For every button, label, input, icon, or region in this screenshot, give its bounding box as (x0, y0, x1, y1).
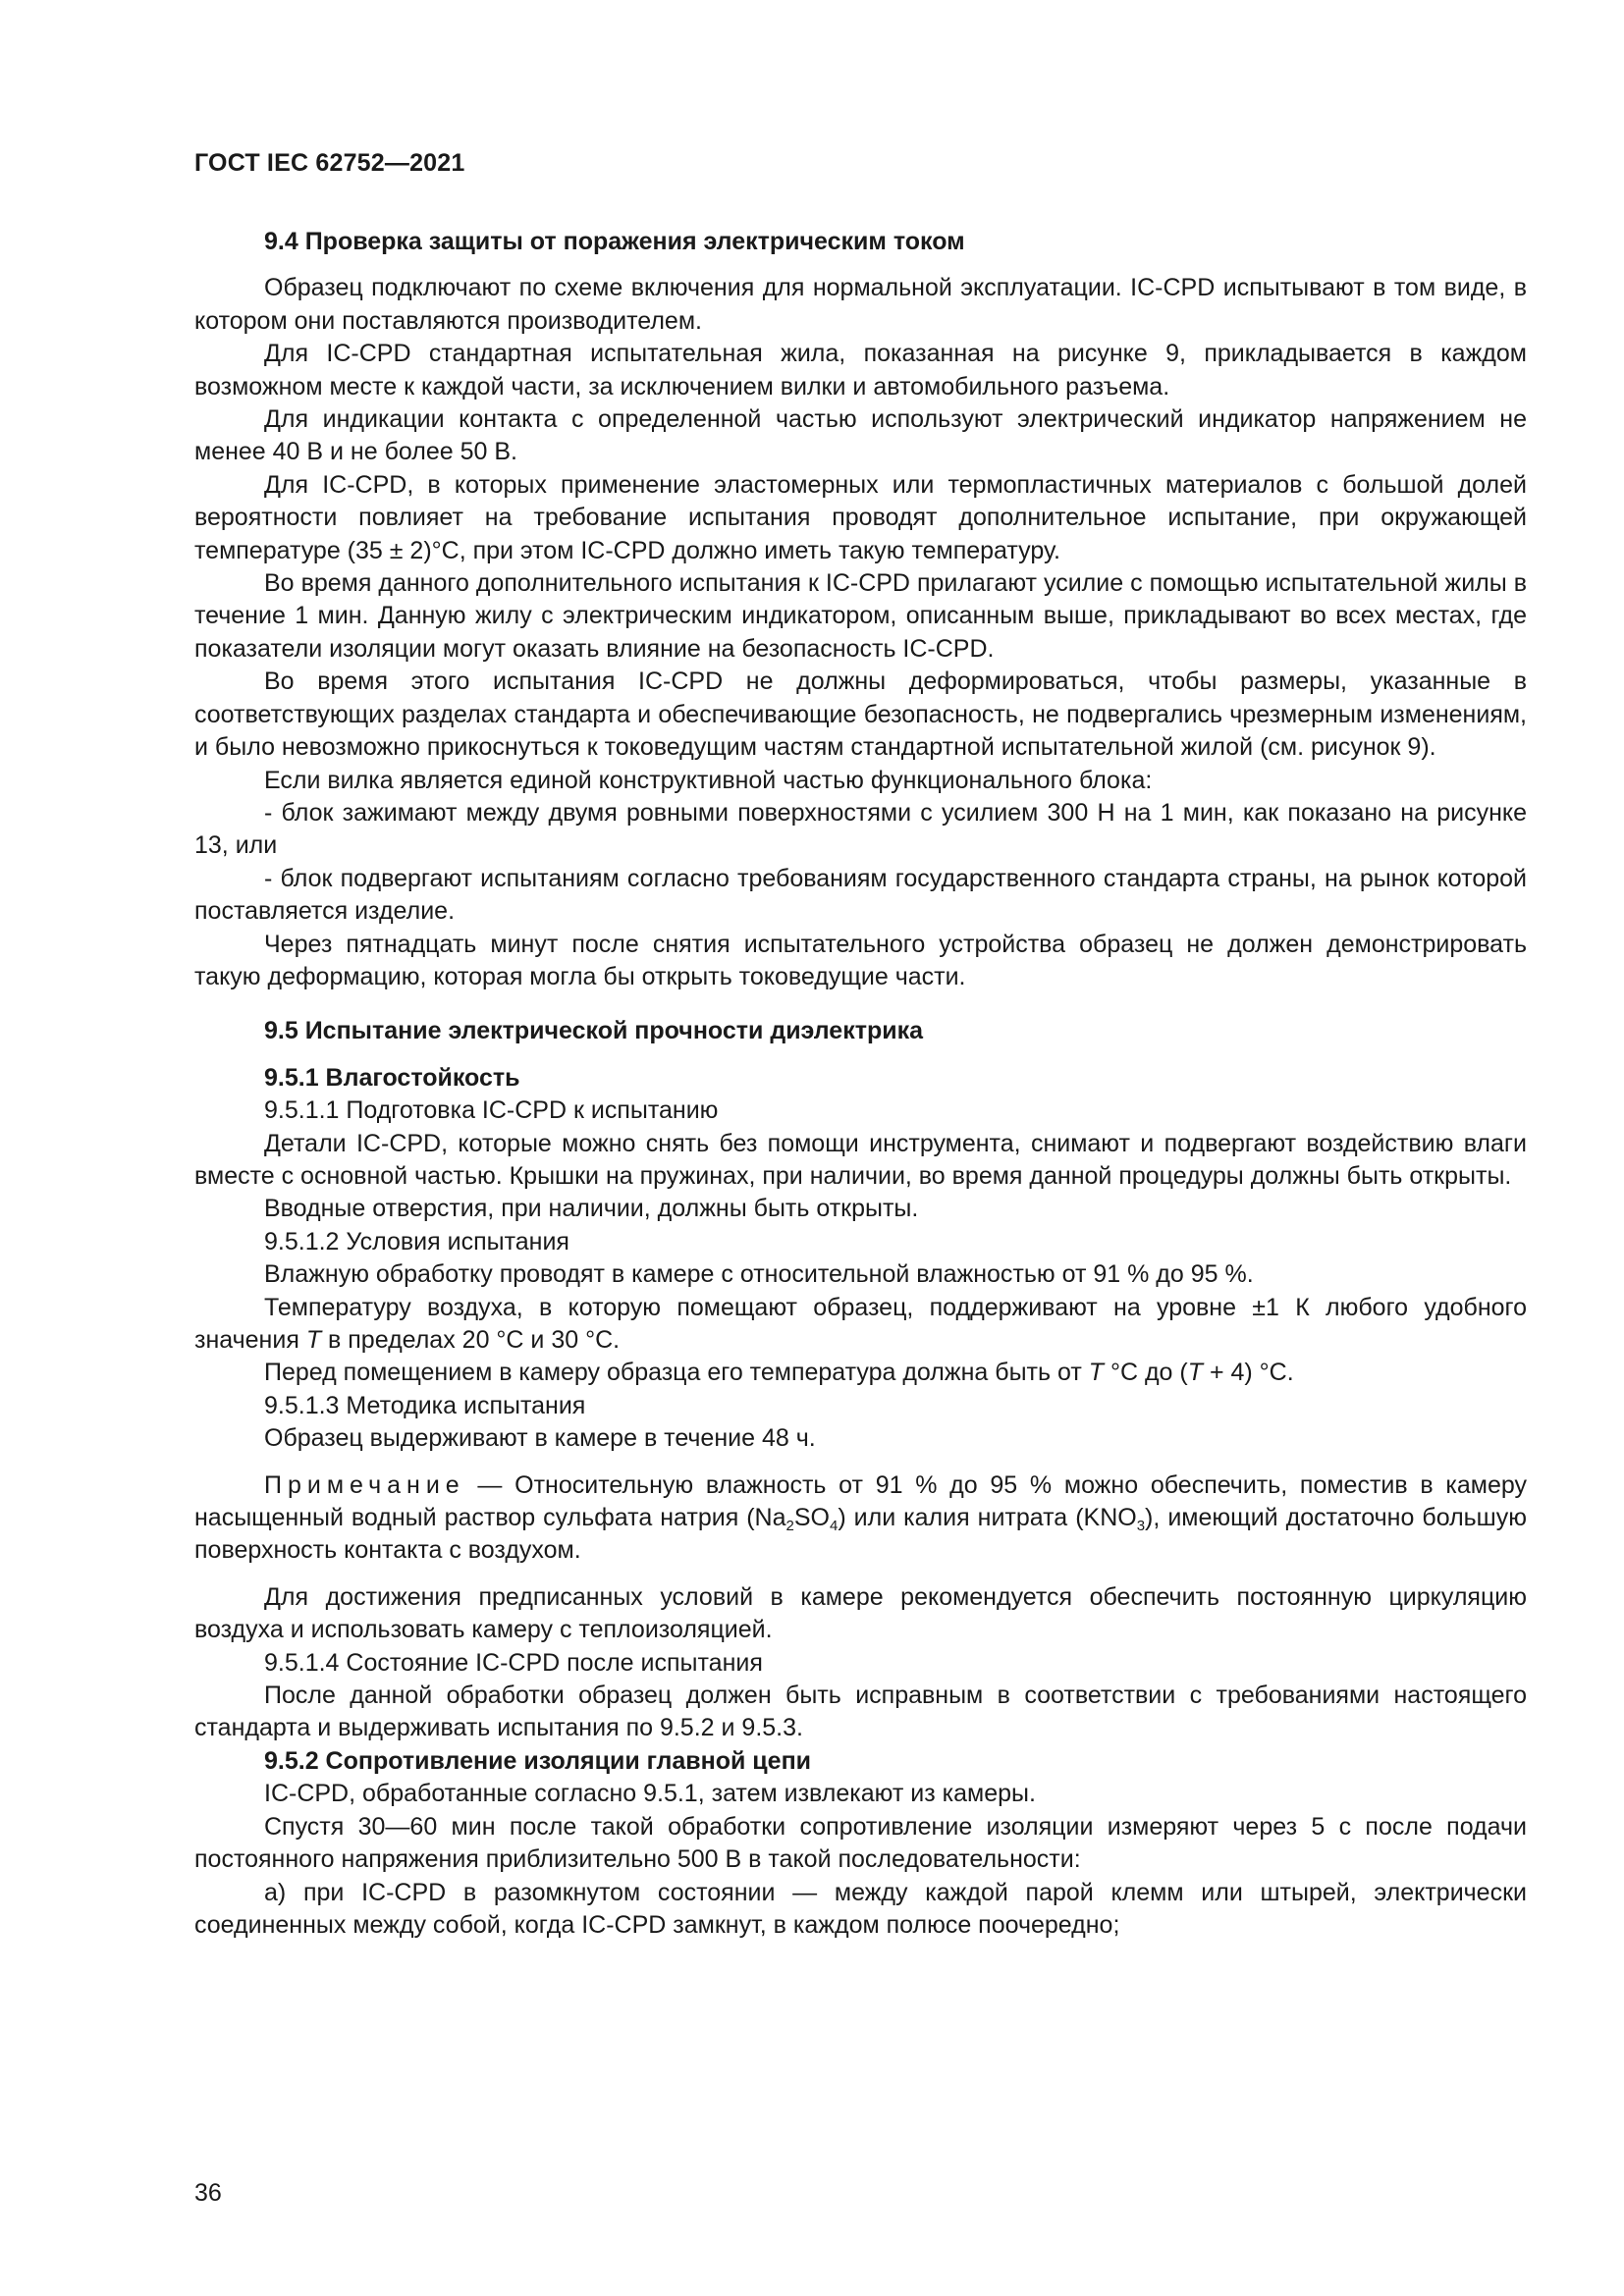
paragraph: Спустя 30—60 мин после такой обработки сопротивление изоляции измеряют через 5 с после подачи постоянного напряжения приблизительно 500 В в такой последовательности: (194, 1812, 1527, 1874)
paragraph: Во время этого испытания IC-CPD не должны деформироваться, чтобы размеры, указанные в соответствующих разделах стандарта и обеспечивающие безопасность, не подвергались чрезмерным изменениям, и было невозможно прикоснуться к токоведущим частям стандартной испытательной жилой (см. рисунок 9). (194, 667, 1527, 762)
section-heading-9-5: 9.5 Испытание электрической прочности диэлектрика (264, 1017, 924, 1045)
document-header: ГОСТ IEC 62752—2021 (194, 149, 465, 177)
clause-title: 9.5.1.2 Условия испытания (264, 1227, 569, 1255)
paragraph: Во время данного дополнительного испытания к IC-CPD прилагают усилие с помощью испытательной жилы в течение 1 мин. Данную жилу с электрическим индикатором, описанным выше, прикладывают во всех местах, где показатели изоляции могут оказать влияние на безопасность IC-CPD. (194, 569, 1527, 663)
paragraph: IC-CPD, обработанные согласно 9.5.1, затем извлекают из камеры. (264, 1780, 1036, 1808)
paragraph: Образец подключают по схеме включения для нормальной эксплуатации. IC-CPD испытывают в том виде, в котором они поставляются производителем. (194, 274, 1527, 335)
list-item: а) при IC-CPD в разомкнутом состоянии — между каждой парой клемм или штырей, электрически соединенных между собой, когда IC-CPD замкнут, в каждом полюсе поочередно; (194, 1878, 1527, 1939)
paragraph: Перед помещением в камеру образца его температура должна быть от T °С до (T + 4) °С. (264, 1359, 1294, 1387)
paragraph: Для IC-CPD стандартная испытательная жила, показанная на рисунке 9, прикладывается в каждом возможном месте к каждой части, за исключением вилки и автомобильного разъема. (194, 340, 1527, 400)
paragraph: Образец выдерживают в камере в течение 48 ч. (264, 1424, 816, 1453)
clause-title: 9.5.1.1 Подготовка IC-CPD к испытанию (264, 1096, 719, 1125)
paragraph: Если вилка является единой конструктивной частью функционального блока: (264, 766, 1153, 794)
note-label: Примечание (264, 1470, 465, 1499)
list-item: - блок зажимают между двумя ровными поверхностями с усилием 300 Н на 1 мин, как показано на рисунке 13, или (194, 798, 1527, 860)
clause-title: 9.5.1.3 Методика испытания (264, 1391, 586, 1419)
paragraph: Влажную обработку проводят в камере с относительной влажностью от 91 % до 95 %. (264, 1260, 1254, 1289)
note: Примечание — Относительную влажность от 91 % до 95 % можно обеспечить, поместив в камеру насыщенный водный раствор сульфата натрия $(Na_2SO_4)$ или калия нитрата $(KNO_3)$, имеющий достаточно большую поверхность контакта с воздухом. (194, 1470, 1527, 1565)
paragraph: Для индикации контакта с определенной частью используют электрический индикатор напряжением не менее 40 В и не более 50 В. (194, 405, 1527, 466)
paragraph: После данной обработки образец должен быть исправным в соответствии с требованиями настоящего стандарта и выдерживать испытания по 9.5.2 и 9.5.3. (194, 1682, 1527, 1742)
subsection-heading-9-5-1: 9.5.1 Влагостойкость (264, 1063, 520, 1092)
subsection-heading-9-5-2: 9.5.2 Сопротивление изоляции главной цепи (264, 1746, 812, 1775)
paragraph: Через пятнадцать минут после снятия испытательного устройства образец не должен демонстрировать такую деформацию, которая могла бы открыть токоведущие части. (194, 930, 1527, 990)
paragraph: Для IC-CPD, в которых применение эластомерных или термопластичных материалов с большой долей вероятности повлияет на требование испытания проводят дополнительное испытание, при окружающей температуре (35 ± 2)°С, при этом IC-CPD должно иметь такую температуру. (194, 470, 1527, 564)
paragraph: Детали IC-CPD, которые можно снять без помощи инструмента, снимают и подвергают воздействию влаги вместе с основной частью. Крышки на пружинах, при наличии, во время данной процедуры должны быть открыты. (194, 1129, 1527, 1190)
paragraph: Температуру воздуха, в которую помещают образец, поддерживают на уровне ±1 К любого удобного значения T в пределах 20 °С и 30 °С. (194, 1293, 1527, 1354)
paragraph: Для достижения предписанных условий в камере рекомендуется обеспечить постоянную циркуляцию воздуха и использовать камеру с теплоизоляцией. (194, 1582, 1527, 1644)
page-number: 36 (194, 2179, 222, 2207)
page-content (194, 226, 1527, 1942)
section-heading-9-4: 9.4 Проверка защиты от поражения электрическим током (264, 228, 965, 255)
clause-title: 9.5.1.4 Состояние IC-CPD после испытания (264, 1648, 763, 1677)
paragraph: Вводные отверстия, при наличии, должны быть открыты. (264, 1195, 919, 1223)
list-item: - блок подвергают испытаниям согласно требованиям государственного стандарта страны, на рынок которой поставляется изделие. (194, 864, 1527, 926)
